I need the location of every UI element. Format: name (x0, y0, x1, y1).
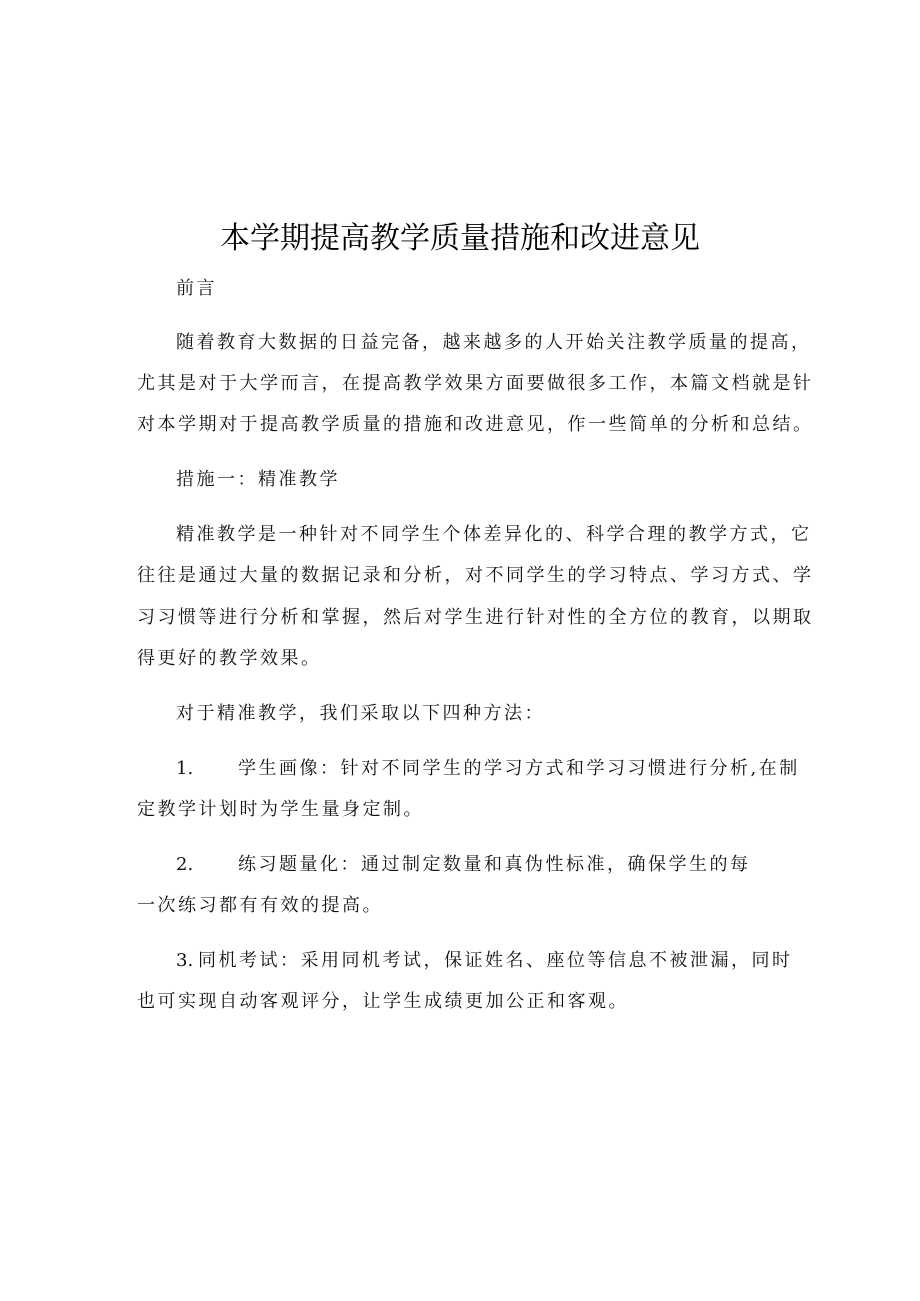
methods-intro: 对于精准教学，我们采取以下四种方法： (176, 703, 545, 724)
method-2-line-2: 一次练习都有有效的提高。 (137, 895, 383, 916)
measure-desc-line-4: 得更好的教学效果。 (137, 648, 322, 669)
intro-line-3: 对本学期对于提高教学质量的措施和改进意见，作一些简单的分析和总结。 (137, 414, 814, 435)
method-3-line-2: 也可实现自动客观评分，让学生成绩更加公正和客观。 (137, 991, 629, 1012)
intro-line-2: 尤其是对于大学而言，在提高教学效果方面要做很多工作，本篇文档就是针 (137, 373, 814, 394)
intro-line-1: 随着教育大数据的日益完备，越来越多的人开始关注教学质量的提高， (176, 332, 812, 353)
method-2-number: 2. (176, 854, 194, 875)
measure-desc-line-2: 往往是通过大量的数据记录和分析，对不同学生的学习特点、学习方式、学 (137, 565, 814, 586)
method-3-line-1 (176, 946, 793, 976)
method-3-text: 同机考试：采用同机考试，保证姓名、座位等信息不被泄漏，同时 (198, 950, 793, 971)
method-2-text: 练习题量化：通过制定数量和真伪性标准，确保学生的每 (238, 854, 751, 875)
method-2-line-1 (176, 850, 751, 880)
preface-heading: 前言 (176, 278, 217, 299)
method-3-number: 3. (176, 950, 194, 971)
measure-desc-line-3: 习习惯等进行分析和掌握，然后对学生进行针对性的全方位的教育，以期取 (137, 607, 814, 628)
document-title: 本学期提高教学质量措施和改进意见 (220, 221, 700, 256)
method-1-line-1 (176, 754, 800, 784)
method-1-number: 1. (176, 758, 194, 779)
method-1-text: 学生画像：针对不同学生的学习方式和学习习惯进行分析,在制 (238, 758, 800, 779)
method-1-line-2: 定教学计划时为学生量身定制。 (137, 799, 424, 820)
measure-desc-line-1: 精准教学是一种针对不同学生个体差异化的、科学合理的教学方式，它 (176, 524, 812, 545)
measure-heading: 措施一：精准教学 (176, 469, 340, 490)
